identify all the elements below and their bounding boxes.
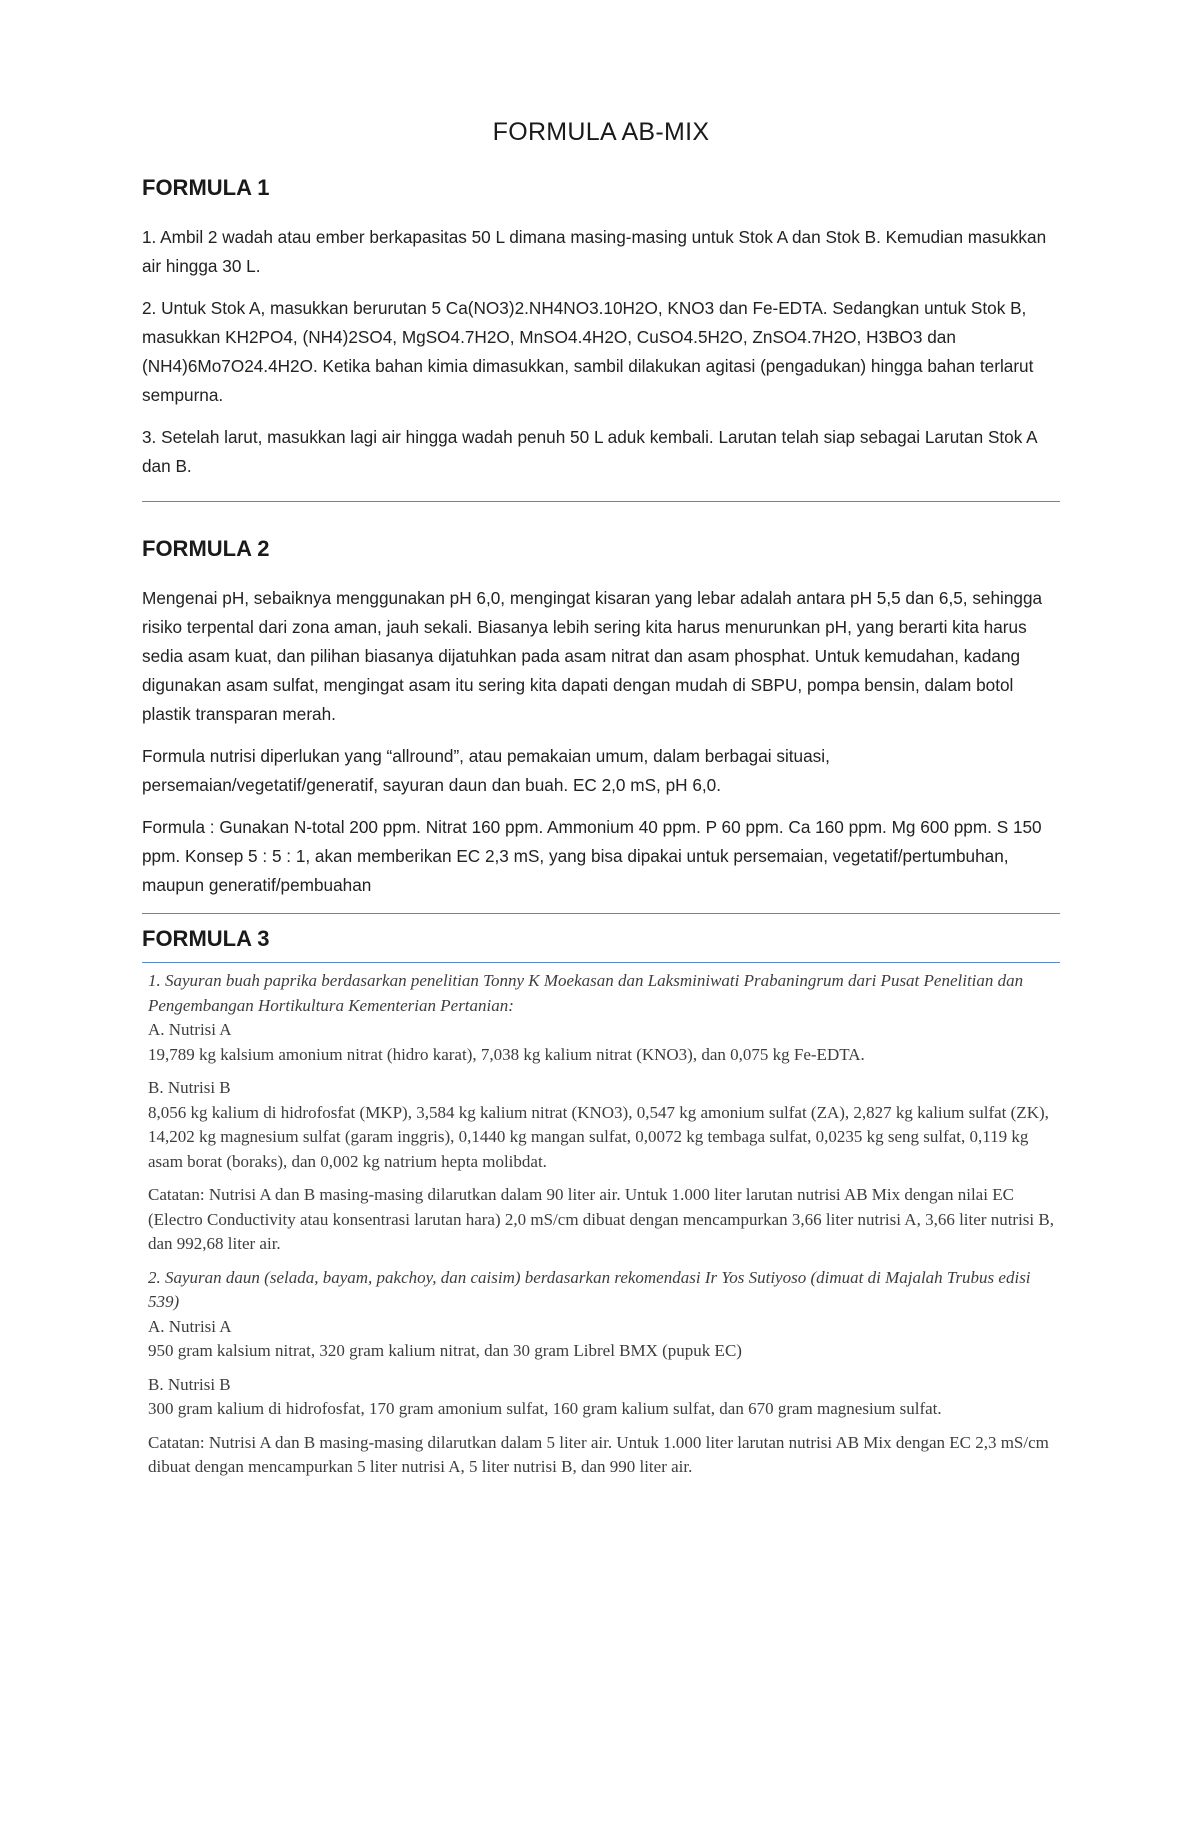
formula-3-scan-top-rule [142,962,1060,963]
scan-block-paprika-a [148,969,1054,1067]
scan-text: 19,789 kg kalsium amonium nitrat (hidro karat), 7,038 kg kalium nitrat (KNO3), dan 0,075 kg Fe-EDTA. [148,1044,865,1064]
scan-subheading: B. Nutrisi B [148,1078,231,1097]
formula-2-section [142,536,1060,900]
formula-3-section [142,926,1060,1480]
formula-2-paragraph-formula: Formula : Gunakan N-total 200 ppm. Nitrat 160 ppm. Ammonium 40 ppm. P 60 ppm. Ca 160 ppm. Mg 600 ppm. S 150 ppm. Konsep 5 : 5 : 1, akan memberikan EC 2,3 mS, yang bisa dipakai untuk persemaian, vegetatif/pertumbuhan, maupun generatif/pembuahan [142,817,1042,895]
formula-3-heading: FORMULA 3 [142,926,270,951]
formula-3-scanned-excerpt [142,965,1060,1480]
formula-2-paragraph-allround: Formula nutrisi diperlukan yang “allround”, atau pemakaian umum, dalam berbagai situasi, persemaian/vegetatif/generatif, sayuran daun dan buah. EC 2,0 mS, pH 6,0. [142,746,830,795]
scan-subheading: A. Nutrisi A [148,1020,232,1039]
scan-intro: 1. Sayuran buah paprika berdasarkan penelitian Tonny K Moekasan dan Laksminiwati Prabaningrum dari Pusat Penelitian dan Pengembangan Hortikultura Kementerian Pertanian: [148,971,1024,1015]
section-divider [142,913,1060,914]
scan-subheading: B. Nutrisi B [148,1374,231,1394]
scan-block-leafy-a [148,1266,1054,1364]
formula-1-step-3: 3. Setelah larut, masukkan lagi air hingga wadah penuh 50 L aduk kembali. Larutan telah siap sebagai Larutan Stok A dan B. [142,427,1037,476]
scan-note: Catatan: Nutrisi A dan B masing-masing dilarutkan dalam 90 liter air. Untuk 1.000 liter larutan nutrisi AB Mix dengan nilai EC (Electro Conductivity atau konsentrasi larutan hara) 2,0 mS/cm dibuat dengan mencampurkan 3,66 liter nutrisi A, 3,66 liter nutrisi B, dan 992,68 liter air. [148,1185,1054,1253]
scan-text: 950 gram kalsium nitrat, 320 gram kalium nitrat, dan 30 gram Librel BMX (pupuk EC) [148,1341,742,1360]
document-title: FORMULA AB-MIX [492,118,710,146]
scan-block-paprika-b [148,1076,1054,1174]
scan-note: Catatan: Nutrisi A dan B masing-masing dilarutkan dalam 5 liter air. Untuk 1.000 liter larutan nutrisi AB Mix dengan EC 2,3 mS/cm dibuat dengan mencampurkan 5 liter nutrisi A, 5 liter nutrisi B, dan 990 liter air. [148,1432,1049,1476]
scan-intro: 2. Sayuran daun (selada, bayam, pakchoy, dan caisim) berdasarkan rekomendasi Ir Yos Sutiyoso (dimuat di Majalah Trubus edisi 539) [148,1267,1031,1311]
formula-2-paragraph-ph: Mengenai pH, sebaiknya menggunakan pH 6,0, mengingat kisaran yang lebar adalah antara pH 5,5 dan 6,5, sehingga risiko terpental dari zona aman, jauh sekali. Biasanya lebih sering kita harus menurunkan pH, yang berarti kita harus sedia asam kuat, dan pilihan biasanya dijatuhkan pada asam nitrat dan asam phosphat. Untuk kemudahan, kadang digunakan asam sulfat, mengingat asam itu sering kita dapati dengan mudah di SBPU, pompa bensin, dalam botol plastik transparan merah. [142,588,1043,724]
formula-1-step-1: 1. Ambil 2 wadah atau ember berkapasitas 50 L dimana masing-masing untuk Stok A dan Stok B. Kemudian masukkan air hingga 30 L. [142,227,1047,276]
scan-subheading: A. Nutrisi A [148,1316,232,1336]
document-page [142,110,1060,1489]
formula-2-heading: FORMULA 2 [142,536,270,561]
scan-text: 8,056 kg kalium di hidrofosfat (MKP), 3,584 kg kalium nitrat (KNO3), 0,547 kg amonium sulfat (ZA), 2,827 kg kalium sulfat (ZK), 14,202 kg magnesium sulfat (garam inggris), 0,1440 kg mangan sulfat, 0,0072 kg tembaga sulfat, 0,0235 kg seng sulfat, 0,119 kg asam borat (boraks), dan 0,002 kg natrium hepta molibdat. [148,1102,1049,1171]
section-divider [142,501,1060,502]
formula-1-heading: FORMULA 1 [142,175,270,200]
scan-block-leafy-b [148,1373,1054,1422]
formula-1-section [142,175,1060,481]
scan-block-paprika-note [148,1183,1054,1257]
scan-block-leafy-note [148,1431,1054,1480]
scan-text: 300 gram kalium di hidrofosfat, 170 gram amonium sulfat, 160 gram kalium sulfat, dan 670 gram magnesium sulfat. [148,1399,942,1418]
formula-1-step-2: 2. Untuk Stok A, masukkan berurutan 5 Ca(NO3)2.NH4NO3.10H2O, KNO3 dan Fe-EDTA. Sedangkan untuk Stok B, masukkan KH2PO4, (NH4)2SO4, MgSO4.7H2O, MnSO4.4H2O, CuSO4.5H2O, ZnSO4.7H2O, H3BO3 dan (NH4)6Mo7O24.4H2O. Ketika bahan kimia dimasukkan, sambil dilakukan agitasi (pengadukan) hingga bahan terlarut sempurna. [142,298,1034,405]
